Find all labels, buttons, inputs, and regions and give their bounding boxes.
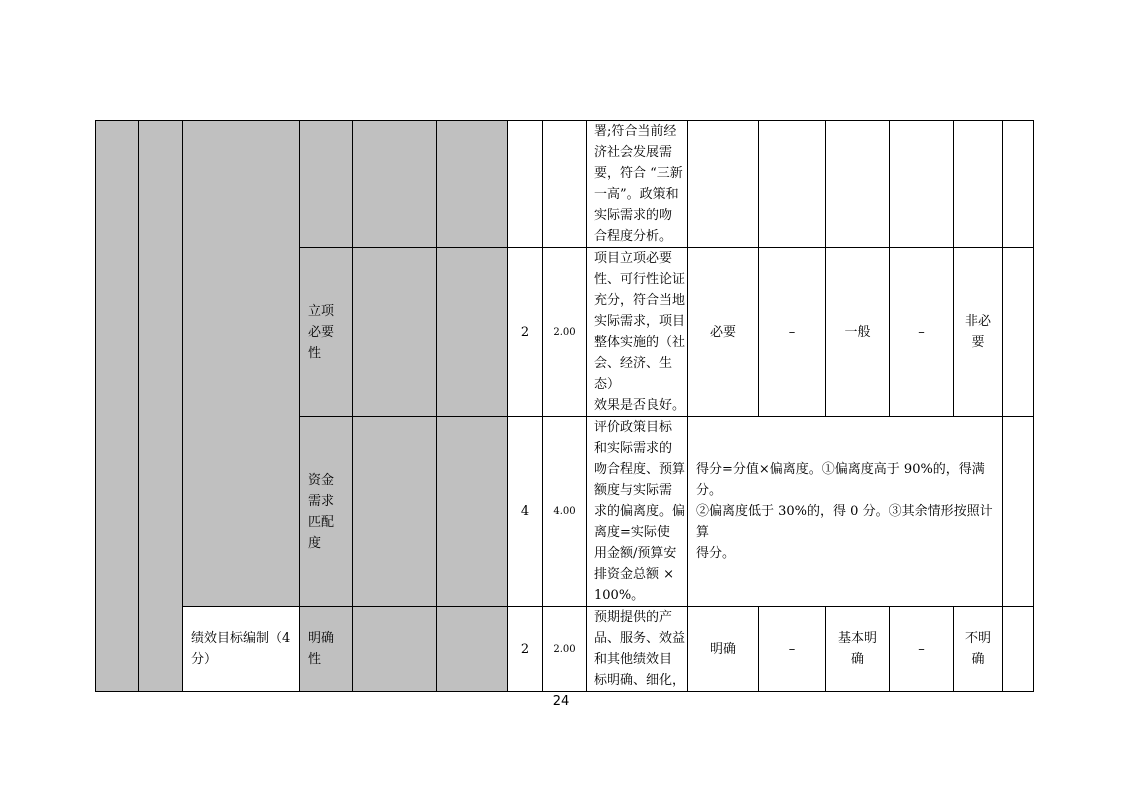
description-line: 整体实施的（社 [594,335,686,350]
description-cell [587,248,688,417]
description-line: 实际需求的吻 [594,208,673,223]
description-line: 署;符合当前经 [594,124,677,139]
grade-e-cell [954,248,1003,417]
description-line: 济社会发展需 [594,145,673,160]
indicator-cell [300,417,353,607]
blank-cell [353,607,437,692]
category-cell [183,607,300,692]
grade-e-line: 不明 [964,631,991,646]
blank-cell [437,417,508,607]
indicator-cell [300,121,353,248]
grade-c-cell: 一般 [826,248,890,417]
indicator-line: 必要 [308,324,335,340]
grade-b-cell: – [759,607,826,692]
weight-cell: 2 [508,248,543,417]
description-line: 要，符合 “三新 [594,166,683,181]
indicator-line: 匹配 [308,514,335,530]
description-line: 评价政策目标 [594,420,673,435]
description-cell [587,607,688,692]
description-line: 离度=实际使 [594,525,670,540]
description-line: 效果是否良好。 [594,398,686,413]
description-line: 用金额/预算安 [594,546,677,561]
category-line: 分） [191,652,218,667]
grade-b-cell [759,121,826,248]
level1-cell [96,121,139,692]
indicator-line: 明确 [308,631,335,646]
blank-cell [353,121,437,248]
indicator-cell [300,607,353,692]
table-row [96,607,1034,692]
description-line: 预期提供的产 [594,610,673,625]
description-line: 求的偏离度。偏 [594,504,686,519]
extra-cell [1003,417,1034,607]
table-row [96,121,1034,248]
page-number: 24 [552,694,570,709]
grade-c-line: 确 [850,652,864,667]
description-line: 实际需求，项目 [594,314,686,329]
indicator-line: 度 [308,535,322,551]
scoring-rule-line: ②偏离度低于 30%的，得 0 分。③其余情形按照计算 [696,504,993,540]
indicator-line: 资金 [308,472,335,488]
score-cell: 2.00 [543,607,587,692]
description-line: 一高”。政策和 [594,187,679,202]
description-line: 额度与实际需 [594,483,673,498]
grade-e-line: 非必 [964,314,991,329]
grade-a-cell: 明确 [688,607,759,692]
extra-cell [1003,121,1034,248]
indicator-line: 性 [308,345,322,361]
description-line: 和实际需求的 [594,441,673,456]
scoring-rule-line: 得分。 [696,546,736,561]
description-line: 100%。 [594,588,645,603]
description-line: 品、服务、效益 [594,631,686,646]
grade-e-cell [954,607,1003,692]
description-line: 吻合程度、预算 [594,462,686,477]
grade-d-cell: – [890,607,954,692]
description-cell [587,417,688,607]
grade-c-cell [826,607,890,692]
description-line: 合程度分析。 [594,229,673,244]
extra-cell [1003,248,1034,417]
description-line: 会、经济、生态） [594,356,673,392]
weight-cell: 4 [508,417,543,607]
scoring-rule-line: 得分=分值×偏离度。①偏离度高于 90%的，得满分。 [696,462,985,498]
blank-cell [437,607,508,692]
indicator-line: 立项 [308,303,335,319]
indicator-cell [300,248,353,417]
blank-cell [353,248,437,417]
description-cell [587,121,688,248]
grade-b-cell: – [759,248,826,417]
grade-d-cell [890,121,954,248]
category-cell [183,121,300,607]
weight-cell [508,121,543,248]
score-cell: 4.00 [543,417,587,607]
description-line: 排资金总额 × [594,567,675,582]
blank-cell [437,121,508,248]
score-cell [543,121,587,248]
description-line: 充分，符合当地 [594,293,686,308]
blank-cell [353,417,437,607]
grade-d-cell: – [890,248,954,417]
description-line: 项目立项必要 [594,251,673,266]
score-cell: 2.00 [543,248,587,417]
description-line: 性、可行性论证 [594,272,686,287]
evaluation-table [95,120,1034,692]
blank-cell [437,248,508,417]
extra-cell [1003,607,1034,692]
weight-cell: 2 [508,607,543,692]
indicator-line: 性 [308,652,322,667]
level2-cell [139,121,183,692]
grade-a-cell [688,121,759,248]
grade-e-line: 确 [971,652,985,667]
description-line: 标明确、细化， [594,673,686,688]
grade-e-line: 要 [971,335,985,350]
description-line: 和其他绩效目 [594,652,673,667]
indicator-line: 需求 [308,493,335,509]
grade-e-cell [954,121,1003,248]
grade-c-line: 基本明 [837,631,877,646]
category-line: 绩效目标编制（4 [191,631,291,646]
scoring-rule-cell [688,417,1003,607]
grade-a-cell: 必要 [688,248,759,417]
grade-c-cell [826,121,890,248]
